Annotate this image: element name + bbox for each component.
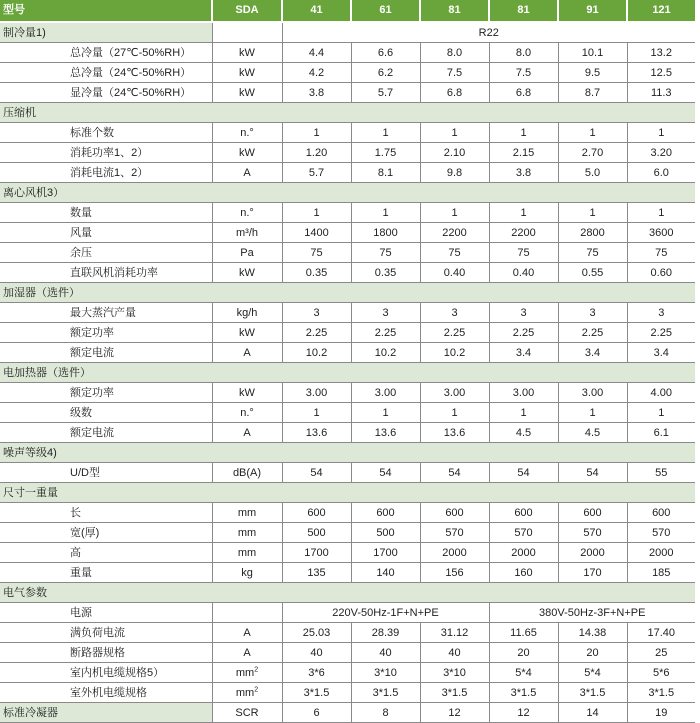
value-cell: 7.5 bbox=[489, 63, 558, 83]
section-header-row bbox=[0, 483, 695, 503]
table-row bbox=[0, 143, 695, 163]
value-cell: 1 bbox=[627, 123, 695, 143]
value-cell: 13.6 bbox=[282, 423, 351, 443]
value-cell: 6.8 bbox=[489, 83, 558, 103]
unit-cell: SCR bbox=[212, 703, 282, 723]
section-title: 离心风机3） bbox=[0, 183, 695, 203]
value-cell: 1 bbox=[282, 403, 351, 423]
table-row bbox=[0, 543, 695, 563]
value-cell: 3.4 bbox=[558, 343, 627, 363]
unit-cell: kW bbox=[212, 43, 282, 63]
value-cell: 5*4 bbox=[558, 663, 627, 683]
value-cell: 570 bbox=[489, 523, 558, 543]
value-cell: 5*4 bbox=[489, 663, 558, 683]
param-label: 满负荷电流 bbox=[0, 623, 212, 643]
table-row bbox=[0, 563, 695, 583]
value-cell: 3.00 bbox=[282, 383, 351, 403]
value-cell: 2000 bbox=[627, 543, 695, 563]
value-cell: 75 bbox=[627, 243, 695, 263]
value-cell: 10.2 bbox=[420, 343, 489, 363]
unit-cell: A bbox=[212, 163, 282, 183]
section-header-row bbox=[0, 363, 695, 383]
table-row bbox=[0, 303, 695, 323]
table-row bbox=[0, 83, 695, 103]
unit-cell: Pa bbox=[212, 243, 282, 263]
value-cell: 3600 bbox=[627, 223, 695, 243]
value-cell: 570 bbox=[558, 523, 627, 543]
value-cell: 1 bbox=[489, 403, 558, 423]
value-cell: 6.0 bbox=[627, 163, 695, 183]
value-cell: 2000 bbox=[558, 543, 627, 563]
value-cell: 0.40 bbox=[489, 263, 558, 283]
value-cell: 3*1.5 bbox=[420, 683, 489, 703]
value-cell: 1 bbox=[627, 203, 695, 223]
value-cell: 75 bbox=[420, 243, 489, 263]
value-cell: 3*1.5 bbox=[489, 683, 558, 703]
value-cell: 54 bbox=[489, 463, 558, 483]
value-cell: 170 bbox=[558, 563, 627, 583]
value-cell: 2.25 bbox=[420, 323, 489, 343]
value-cell: 8.0 bbox=[420, 43, 489, 63]
value-cell: 4.2 bbox=[282, 63, 351, 83]
table-row bbox=[0, 463, 695, 483]
table-row bbox=[0, 383, 695, 403]
power-supply-value: 380V-50Hz-3F+N+PE bbox=[489, 603, 695, 623]
value-cell: 11.65 bbox=[489, 623, 558, 643]
table-row bbox=[0, 683, 695, 703]
table-row bbox=[0, 323, 695, 343]
value-cell: 0.55 bbox=[558, 263, 627, 283]
table-row bbox=[0, 263, 695, 283]
unit-cell: mm bbox=[212, 503, 282, 523]
section-title: 制冷量1) bbox=[0, 22, 212, 43]
value-cell: 6.2 bbox=[351, 63, 420, 83]
value-cell: 3*1.5 bbox=[282, 683, 351, 703]
param-label: 风量 bbox=[0, 223, 212, 243]
condenser-row bbox=[0, 703, 695, 723]
value-cell: 2.25 bbox=[351, 323, 420, 343]
param-label: 断路器规格 bbox=[0, 643, 212, 663]
value-cell: 25 bbox=[627, 643, 695, 663]
value-cell: 75 bbox=[558, 243, 627, 263]
value-cell: 160 bbox=[489, 563, 558, 583]
value-cell: 6 bbox=[282, 703, 351, 723]
section-title: 噪声等级4) bbox=[0, 443, 695, 463]
value-cell: 140 bbox=[351, 563, 420, 583]
section-header-row bbox=[0, 103, 695, 123]
table-row bbox=[0, 63, 695, 83]
unit-cell: kW bbox=[212, 143, 282, 163]
value-cell: 0.35 bbox=[351, 263, 420, 283]
refrigerant-value: R22 bbox=[282, 22, 695, 43]
param-label: 高 bbox=[0, 543, 212, 563]
param-label: 额定电流 bbox=[0, 423, 212, 443]
value-cell: 5*6 bbox=[627, 663, 695, 683]
section-title: 尺寸一重量 bbox=[0, 483, 695, 503]
value-cell: 570 bbox=[420, 523, 489, 543]
value-cell: 13.6 bbox=[351, 423, 420, 443]
param-label: 宽(厚) bbox=[0, 523, 212, 543]
value-cell: 12.5 bbox=[627, 63, 695, 83]
value-cell: 500 bbox=[282, 523, 351, 543]
table-row bbox=[0, 503, 695, 523]
value-cell: 156 bbox=[420, 563, 489, 583]
value-cell: 8.7 bbox=[558, 83, 627, 103]
value-cell: 1 bbox=[420, 403, 489, 423]
param-label: 长 bbox=[0, 503, 212, 523]
unit-cell: A bbox=[212, 423, 282, 443]
unit-cell: kW bbox=[212, 263, 282, 283]
param-label: 额定功率 bbox=[0, 383, 212, 403]
value-cell: 20 bbox=[489, 643, 558, 663]
value-cell: 17.40 bbox=[627, 623, 695, 643]
value-cell: 25.03 bbox=[282, 623, 351, 643]
value-cell: 2.25 bbox=[558, 323, 627, 343]
value-cell: 0.40 bbox=[420, 263, 489, 283]
value-cell: 1 bbox=[420, 203, 489, 223]
value-cell: 3.8 bbox=[489, 163, 558, 183]
value-cell: 4.5 bbox=[558, 423, 627, 443]
value-cell: 3 bbox=[282, 303, 351, 323]
value-cell: 54 bbox=[282, 463, 351, 483]
unit-cell: A bbox=[212, 343, 282, 363]
value-cell: 1 bbox=[351, 203, 420, 223]
value-cell: 1700 bbox=[351, 543, 420, 563]
value-cell: 31.12 bbox=[420, 623, 489, 643]
table-row bbox=[0, 523, 695, 543]
value-cell: 13.6 bbox=[420, 423, 489, 443]
value-cell: 3.00 bbox=[558, 383, 627, 403]
value-cell: 2.15 bbox=[489, 143, 558, 163]
table-row bbox=[0, 43, 695, 63]
param-label: 总冷量（27℃-50%RH） bbox=[0, 43, 212, 63]
unit-cell: mm bbox=[212, 543, 282, 563]
value-cell: 3 bbox=[420, 303, 489, 323]
value-cell: 2.25 bbox=[282, 323, 351, 343]
value-cell: 1 bbox=[558, 203, 627, 223]
value-cell: 5.7 bbox=[282, 163, 351, 183]
section-title: 压缩机 bbox=[0, 103, 695, 123]
param-label: 最大蒸汽产量 bbox=[0, 303, 212, 323]
table-row bbox=[0, 123, 695, 143]
value-cell: 9.8 bbox=[420, 163, 489, 183]
unit-cell: kg/h bbox=[212, 303, 282, 323]
value-cell: 3 bbox=[627, 303, 695, 323]
table-row bbox=[0, 243, 695, 263]
value-cell: 5.0 bbox=[558, 163, 627, 183]
section-header-row bbox=[0, 283, 695, 303]
value-cell: 2.25 bbox=[489, 323, 558, 343]
value-cell: 0.60 bbox=[627, 263, 695, 283]
value-cell: 75 bbox=[351, 243, 420, 263]
value-cell: 600 bbox=[489, 503, 558, 523]
model-col-header: 121 bbox=[627, 0, 695, 22]
value-cell: 1 bbox=[420, 123, 489, 143]
value-cell: 10.1 bbox=[558, 43, 627, 63]
value-cell: 4.00 bbox=[627, 383, 695, 403]
unit-cell: A bbox=[212, 623, 282, 643]
value-cell: 2200 bbox=[420, 223, 489, 243]
param-label: 消耗电流1、2） bbox=[0, 163, 212, 183]
model-col-header: 61 bbox=[351, 0, 420, 22]
value-cell: 4.4 bbox=[282, 43, 351, 63]
value-cell: 3*1.5 bbox=[351, 683, 420, 703]
model-col-header: 81 bbox=[489, 0, 558, 22]
value-cell: 185 bbox=[627, 563, 695, 583]
unit-cell: dB(A) bbox=[212, 463, 282, 483]
value-cell: 1 bbox=[282, 123, 351, 143]
value-cell: 1 bbox=[558, 403, 627, 423]
model-header: 型号 bbox=[0, 0, 212, 22]
param-label: 余压 bbox=[0, 243, 212, 263]
unit-cell: m³/h bbox=[212, 223, 282, 243]
condenser-label: 标准冷凝器 bbox=[0, 703, 212, 723]
value-cell: 1 bbox=[489, 123, 558, 143]
value-cell: 55 bbox=[627, 463, 695, 483]
value-cell: 1400 bbox=[282, 223, 351, 243]
param-label: 总冷量（24℃-50%RH） bbox=[0, 63, 212, 83]
unit-cell: kW bbox=[212, 83, 282, 103]
unit-cell: $mm^2$ bbox=[212, 663, 282, 683]
value-cell: 3*10 bbox=[351, 663, 420, 683]
value-cell: 3.4 bbox=[627, 343, 695, 363]
value-cell: 10.2 bbox=[282, 343, 351, 363]
param-label: 电源 bbox=[0, 603, 212, 623]
value-cell: 600 bbox=[282, 503, 351, 523]
value-cell: 20 bbox=[558, 643, 627, 663]
param-label: 重量 bbox=[0, 563, 212, 583]
unit-cell: n.° bbox=[212, 123, 282, 143]
value-cell: 3.00 bbox=[351, 383, 420, 403]
value-cell: 6.1 bbox=[627, 423, 695, 443]
value-cell: 3 bbox=[489, 303, 558, 323]
param-label: 消耗功率1、2） bbox=[0, 143, 212, 163]
value-cell: 28.39 bbox=[351, 623, 420, 643]
value-cell: 1 bbox=[558, 123, 627, 143]
value-cell: 2000 bbox=[489, 543, 558, 563]
value-cell: 600 bbox=[558, 503, 627, 523]
value-cell: 2.10 bbox=[420, 143, 489, 163]
table-row bbox=[0, 663, 695, 683]
value-cell: 12 bbox=[489, 703, 558, 723]
unit-cell: n.° bbox=[212, 203, 282, 223]
value-cell: 7.5 bbox=[420, 63, 489, 83]
param-label: 额定电流 bbox=[0, 343, 212, 363]
value-cell: 54 bbox=[558, 463, 627, 483]
section-header-row bbox=[0, 22, 695, 43]
table-row bbox=[0, 643, 695, 663]
value-cell: 54 bbox=[351, 463, 420, 483]
value-cell: 5.7 bbox=[351, 83, 420, 103]
table-row bbox=[0, 603, 695, 623]
value-cell: 1.20 bbox=[282, 143, 351, 163]
section-unit-cell bbox=[212, 22, 282, 43]
value-cell: 19 bbox=[627, 703, 695, 723]
value-cell: 1 bbox=[489, 203, 558, 223]
unit-cell: kg bbox=[212, 563, 282, 583]
unit-cell: kW bbox=[212, 383, 282, 403]
value-cell: 1700 bbox=[282, 543, 351, 563]
section-title: 加湿器（选件） bbox=[0, 283, 695, 303]
param-label: 室内机电缆规格5） bbox=[0, 663, 212, 683]
value-cell: 135 bbox=[282, 563, 351, 583]
value-cell: 75 bbox=[489, 243, 558, 263]
value-cell: 0.35 bbox=[282, 263, 351, 283]
model-col-header: 41 bbox=[282, 0, 351, 22]
value-cell: 6.8 bbox=[420, 83, 489, 103]
value-cell: 600 bbox=[627, 503, 695, 523]
section-header-row bbox=[0, 183, 695, 203]
value-cell: 3 bbox=[351, 303, 420, 323]
value-cell: 3*1.5 bbox=[627, 683, 695, 703]
table-row bbox=[0, 203, 695, 223]
value-cell: 3.20 bbox=[627, 143, 695, 163]
param-label: 数量 bbox=[0, 203, 212, 223]
value-cell: 11.3 bbox=[627, 83, 695, 103]
param-label: 直联风机消耗功率 bbox=[0, 263, 212, 283]
unit-cell: $mm^2$ bbox=[212, 683, 282, 703]
value-cell: 500 bbox=[351, 523, 420, 543]
param-label: 标准个数 bbox=[0, 123, 212, 143]
param-label: 额定功率 bbox=[0, 323, 212, 343]
table-row bbox=[0, 343, 695, 363]
sda-header: SDA bbox=[212, 0, 282, 22]
unit-cell: A bbox=[212, 643, 282, 663]
value-cell: 1800 bbox=[351, 223, 420, 243]
param-label: 显冷量（24℃-50%RH） bbox=[0, 83, 212, 103]
value-cell: 54 bbox=[420, 463, 489, 483]
table-row bbox=[0, 223, 695, 243]
value-cell: 1 bbox=[282, 203, 351, 223]
section-header-row bbox=[0, 583, 695, 603]
value-cell: 3.8 bbox=[282, 83, 351, 103]
value-cell: 3*10 bbox=[420, 663, 489, 683]
value-cell: 1 bbox=[351, 123, 420, 143]
value-cell: 8 bbox=[351, 703, 420, 723]
value-cell: 14.38 bbox=[558, 623, 627, 643]
value-cell: 8.1 bbox=[351, 163, 420, 183]
value-cell: 75 bbox=[282, 243, 351, 263]
value-cell: 3.00 bbox=[489, 383, 558, 403]
value-cell: 1 bbox=[627, 403, 695, 423]
value-cell: 6.6 bbox=[351, 43, 420, 63]
unit-cell: mm bbox=[212, 523, 282, 543]
param-label: 级数 bbox=[0, 403, 212, 423]
value-cell: 40 bbox=[351, 643, 420, 663]
header-row bbox=[0, 0, 695, 22]
value-cell: 600 bbox=[420, 503, 489, 523]
model-col-header: 91 bbox=[558, 0, 627, 22]
unit-cell: n.° bbox=[212, 403, 282, 423]
value-cell: 570 bbox=[627, 523, 695, 543]
unit-cell: kW bbox=[212, 63, 282, 83]
value-cell: 3*1.5 bbox=[558, 683, 627, 703]
value-cell: 3.00 bbox=[420, 383, 489, 403]
value-cell: 2000 bbox=[420, 543, 489, 563]
value-cell: 9.5 bbox=[558, 63, 627, 83]
model-col-header: 81 bbox=[420, 0, 489, 22]
table-row bbox=[0, 163, 695, 183]
value-cell: 13.2 bbox=[627, 43, 695, 63]
table-row bbox=[0, 403, 695, 423]
value-cell: 3.4 bbox=[489, 343, 558, 363]
value-cell: 4.5 bbox=[489, 423, 558, 443]
value-cell: 40 bbox=[420, 643, 489, 663]
value-cell: 2.70 bbox=[558, 143, 627, 163]
value-cell: 8.0 bbox=[489, 43, 558, 63]
value-cell: 1.75 bbox=[351, 143, 420, 163]
table-row bbox=[0, 423, 695, 443]
table-row bbox=[0, 623, 695, 643]
value-cell: 2200 bbox=[489, 223, 558, 243]
value-cell: 40 bbox=[282, 643, 351, 663]
unit-cell: kW bbox=[212, 323, 282, 343]
value-cell: 12 bbox=[420, 703, 489, 723]
power-supply-value: 220V-50Hz-1F+N+PE bbox=[282, 603, 489, 623]
value-cell: 2800 bbox=[558, 223, 627, 243]
value-cell: 3 bbox=[558, 303, 627, 323]
value-cell: 2.25 bbox=[627, 323, 695, 343]
section-header-row bbox=[0, 443, 695, 463]
value-cell: 14 bbox=[558, 703, 627, 723]
value-cell: 1 bbox=[351, 403, 420, 423]
param-label: U/D型 bbox=[0, 463, 212, 483]
param-label: 室外机电缆规格 bbox=[0, 683, 212, 703]
unit-cell bbox=[212, 603, 282, 623]
section-title: 电加热器（选件） bbox=[0, 363, 695, 383]
value-cell: 600 bbox=[351, 503, 420, 523]
section-title: 电气参数 bbox=[0, 583, 695, 603]
value-cell: 3*6 bbox=[282, 663, 351, 683]
value-cell: 10.2 bbox=[351, 343, 420, 363]
